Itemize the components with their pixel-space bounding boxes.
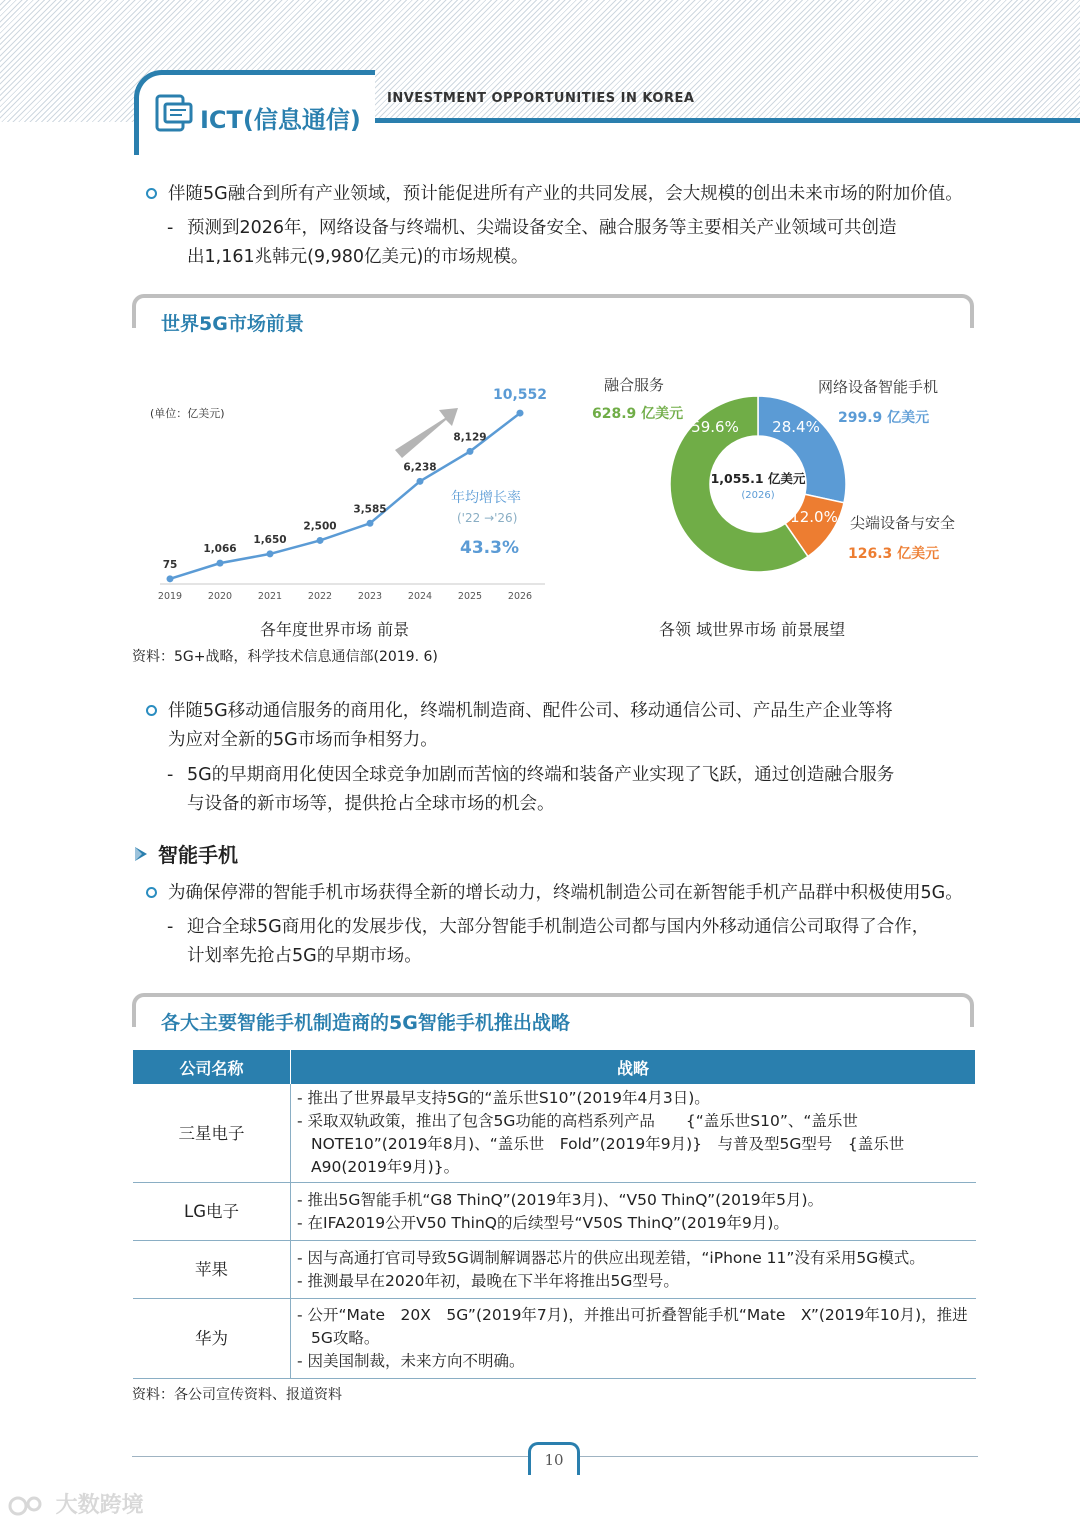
table-row bbox=[133, 1299, 976, 1379]
page-number: 10 bbox=[544, 1451, 564, 1469]
intro-dash-line1: 预测到2026年，网络设备与终端机、尖端设备安全、融合服务等主要相关产业领域可共创造 bbox=[187, 218, 897, 238]
section2-bullet bbox=[168, 697, 988, 755]
footer-rule-left bbox=[132, 1456, 528, 1457]
bullet-ring-icon bbox=[146, 887, 157, 898]
strategy-item: - 推出了世界最早支持5G的“盖乐世S10”(2019年4月3日)。 bbox=[297, 1089, 710, 1107]
table-row bbox=[133, 1183, 976, 1241]
strategy-cell bbox=[291, 1241, 976, 1299]
x-tick-label: 2025 bbox=[457, 591, 483, 602]
smartphone-bullet-text: 为确保停滞的智能手机市场获得全新的增长动力，终端机制造公司在新智能手机产品群中积极使用5G。 bbox=[168, 883, 963, 903]
slice-percent-label: 59.6% bbox=[691, 418, 739, 436]
bullet-ring-icon bbox=[146, 705, 157, 716]
smartphone-heading: 智能手机 bbox=[158, 843, 238, 867]
data-point bbox=[167, 575, 174, 582]
x-tick-label: 2022 bbox=[307, 591, 333, 602]
data-label: 1,650 bbox=[253, 533, 287, 546]
smartphone-dash-line1: 迎合全球5G商用化的发展步伐，大部分智能手机制造公司都与国内外移动通信公司取得了合作， bbox=[187, 917, 930, 937]
slice-value-label: 628.9 亿美元 bbox=[592, 406, 684, 422]
data-label: 75 bbox=[162, 558, 178, 571]
x-tick-label: 2024 bbox=[407, 591, 433, 602]
smartphone-dash-line2: 计划率先抢占5G的早期市场。 bbox=[187, 946, 422, 966]
unit-label: (单位：亿美元) bbox=[150, 407, 225, 420]
section2-bullet-line1: 伴随5G移动通信服务的商用化，终端机制造商、配件公司、移动通信公司、产品生产企业等将 bbox=[168, 701, 893, 721]
market-box-title: 世界5G市场前景 bbox=[161, 313, 304, 335]
line-chart-caption: 各年度世界市场 前景 bbox=[260, 620, 410, 639]
strategy-cell bbox=[291, 1183, 976, 1241]
company-cell: 苹果 bbox=[133, 1241, 291, 1299]
donut-chart-caption: 各领 域世界市场 前景展望 bbox=[659, 620, 846, 639]
data-point bbox=[317, 537, 324, 544]
intro-dash-line2: 出1,161兆韩元(9,980亿美元)的市场规模。 bbox=[187, 247, 529, 267]
watermark bbox=[8, 1488, 144, 1519]
header-subtitle: INVESTMENT OPPORTUNITIES IN KOREA bbox=[387, 91, 695, 106]
slice-name-label: 融合服务 bbox=[604, 376, 665, 394]
data-point bbox=[217, 560, 224, 567]
x-tick-label: 2026 bbox=[507, 591, 533, 602]
bullet-ring-icon bbox=[146, 188, 157, 199]
x-tick-label: 2020 bbox=[207, 591, 233, 602]
slice-percent-label: 28.4% bbox=[772, 418, 820, 436]
section2-bullet-line2: 为应对全新的5G市场而争相努力。 bbox=[168, 730, 438, 750]
watermark-logo-icon bbox=[8, 1494, 48, 1518]
x-tick-label: 2019 bbox=[157, 591, 183, 602]
intro-bullet bbox=[168, 180, 988, 209]
strategy-source: 资料：各公司宣传资料、报道资料 bbox=[132, 1387, 342, 1403]
strategy-item: - 推测最早在2020年初，最晚在下半年将推出5G型号。 bbox=[297, 1271, 679, 1290]
growth-label: 年均增长率 bbox=[451, 490, 521, 506]
intro-dash: - 预测到2026年，网络设备与终端机、尖端设备安全、融合服务等主要相关产业领域可共创造 出1,161兆韩元(9,980亿美元)的市场规模。 bbox=[187, 214, 987, 272]
section2-dash-line1: 5G的早期商用化使因全球竞争加剧而苦恼的终端和装备产业实现了飞跃，通过创造融合服务 bbox=[187, 765, 895, 785]
strategy-item: - 因与高通打官司导致5G调制解调器芯片的供应出现差错，“iPhone 11”没有采用5G模式。 bbox=[297, 1248, 925, 1267]
data-label: 1,066 bbox=[203, 543, 237, 556]
strategy-item: - 采取双轨政策，推出了包含5G功能的高档系列产品 {“盖乐世S10”、“盖乐世NOTE10”(2019年8月)、“盖乐世 Fold”(2019年9月)} 与普及型5G型号 {盖乐世A90(2019年9月)}。 bbox=[297, 1112, 905, 1176]
heading-arrow-icon bbox=[133, 846, 149, 862]
slice-value-label: 126.3 亿美元 bbox=[848, 546, 940, 562]
smartphone-bullet bbox=[168, 879, 988, 908]
col-company-header: 公司名称 bbox=[133, 1050, 291, 1084]
strategy-item: - 因美国制裁，未来方向不明确。 bbox=[297, 1352, 525, 1370]
donut-center-value: 1,055.1 亿美元 bbox=[710, 471, 806, 486]
data-label: 3,585 bbox=[353, 503, 387, 516]
donut-chart bbox=[580, 370, 1000, 600]
slice-name-label: 尖端设备与安全 bbox=[850, 514, 956, 532]
data-point bbox=[267, 550, 274, 557]
data-point bbox=[467, 448, 474, 455]
slice-percent-label: 12.0% bbox=[790, 508, 838, 526]
donut-slice bbox=[758, 396, 846, 503]
company-cell: 华为 bbox=[133, 1299, 291, 1379]
x-tick-label: 2021 bbox=[257, 591, 283, 602]
smartphone-dash: - 迎合全球5G商用化的发展步伐，大部分智能手机制造公司都与国内外移动通信公司取得了合作， 计划率先抢占5G的早期市场。 bbox=[187, 913, 987, 971]
section2-dash: - 5G的早期商用化使因全球竞争加剧而苦恼的终端和装备产业实现了飞跃，通过创造融合服务 与设备的新市场等，提供抢占全球市场的机会。 bbox=[187, 761, 987, 819]
intro-bullet-text: 伴随5G融合到所有产业领域，预计能促进所有产业的共同发展，会大规模的创出未来市场的附加价值。 bbox=[168, 184, 963, 204]
company-cell: 三星电子 bbox=[133, 1084, 291, 1183]
data-label: 2,500 bbox=[303, 520, 337, 533]
strategy-cell bbox=[291, 1084, 976, 1183]
section-title: ICT(信息通信) bbox=[200, 106, 361, 134]
col-strategy-header: 战略 bbox=[291, 1050, 976, 1084]
section2-dash-line2: 与设备的新市场等，提供抢占全球市场的机会。 bbox=[187, 794, 555, 814]
data-point bbox=[517, 410, 524, 417]
footer-rule-right bbox=[580, 1456, 978, 1457]
x-tick-label: 2023 bbox=[357, 591, 383, 602]
strategy-item: - 推出5G智能手机“G8 ThinQ”(2019年3月)、“V50 ThinQ”(2019年5月)。 bbox=[297, 1190, 824, 1209]
table-header-row bbox=[133, 1050, 976, 1084]
strategy-item: - 公开“Mate 20X 5G”(2019年7月)，并推出可折叠智能手机“Mate X”(2019年10月)，推进5G攻略。 bbox=[297, 1306, 968, 1347]
strategy-table bbox=[133, 1050, 976, 1379]
growth-rate: 43.3% bbox=[460, 538, 519, 558]
table-row bbox=[133, 1241, 976, 1299]
data-point bbox=[367, 520, 374, 527]
watermark-text: 大数跨境 bbox=[55, 1493, 144, 1518]
growth-period: ('22 →'26) bbox=[457, 511, 518, 525]
data-label: 10,552 bbox=[492, 387, 548, 404]
header-rule bbox=[370, 118, 1080, 123]
market-source: 资料：5G+战略，科学技术信息通信部(2019. 6) bbox=[132, 649, 438, 665]
strategy-box-title: 各大主要智能手机制造商的5G智能手机推出战略 bbox=[161, 1012, 570, 1034]
ict-device-icon bbox=[155, 94, 193, 134]
strategy-item: - 在IFA2019公开V50 ThinQ的后续型号“V50S ThinQ”(2019年9月)。 bbox=[297, 1213, 789, 1232]
strategy-cell bbox=[291, 1299, 976, 1379]
company-cell: LG电子 bbox=[133, 1183, 291, 1241]
data-label: 6,238 bbox=[403, 461, 437, 474]
slice-value-label: 299.9 亿美元 bbox=[838, 410, 930, 426]
data-label: 8,129 bbox=[453, 431, 487, 444]
data-point bbox=[417, 478, 424, 485]
donut-center-year: (2026) bbox=[741, 490, 775, 501]
slice-name-label: 网络设备智能手机 bbox=[818, 378, 939, 396]
table-row bbox=[133, 1084, 976, 1183]
